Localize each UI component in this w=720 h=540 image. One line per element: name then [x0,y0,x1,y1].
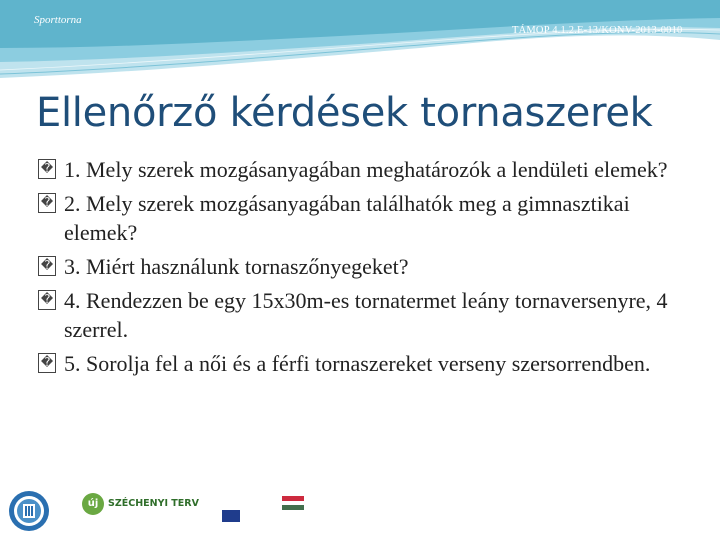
question-text: 5. Sorolja fel a női és a férfi tornaszereket verseny szersorrendben. [64,351,651,376]
hungary-flag-icon [282,496,304,510]
list-item [40,349,696,378]
bullet-icon: � [38,290,56,310]
bullet-icon: � [38,353,56,373]
question-text: 3. Miért használunk tornaszőnyegeket? [64,254,409,279]
bullet-icon: � [38,193,56,213]
szechenyi-label: SZÉCHENYI TERV [108,498,199,509]
course-label: Sporttorna [34,14,82,26]
eu-flag-icon [222,510,240,522]
szechenyi-mark-icon: új [82,493,104,515]
slide-title: Ellenőrző kérdések tornaszerek [36,90,653,136]
list-item [40,189,696,247]
header-wave-decoration [0,0,720,90]
szechenyi-terv-logo [78,490,206,524]
question-text: 2. Mely szerek mozgásanyagában találhatók meg a gimnasztikai elemek? [64,191,630,245]
eu-funding-logo [220,492,348,524]
question-list [40,155,696,383]
question-text: 1. Mely szerek mozgásanyagában meghatározók a lendületi elemek? [64,157,668,182]
question-text: 4. Rendezzen be egy 15x30m-es tornatermet leány tornaversenyre, 4 szerrel. [64,288,668,342]
list-item [40,252,696,281]
list-item [40,286,696,344]
bullet-icon: � [38,159,56,179]
university-seal-icon [8,490,50,532]
list-item [40,155,696,184]
bullet-icon: � [38,256,56,276]
project-code-label: TÁMOP 4.1.2.E-13/KONV-2013-0010 [512,25,683,36]
